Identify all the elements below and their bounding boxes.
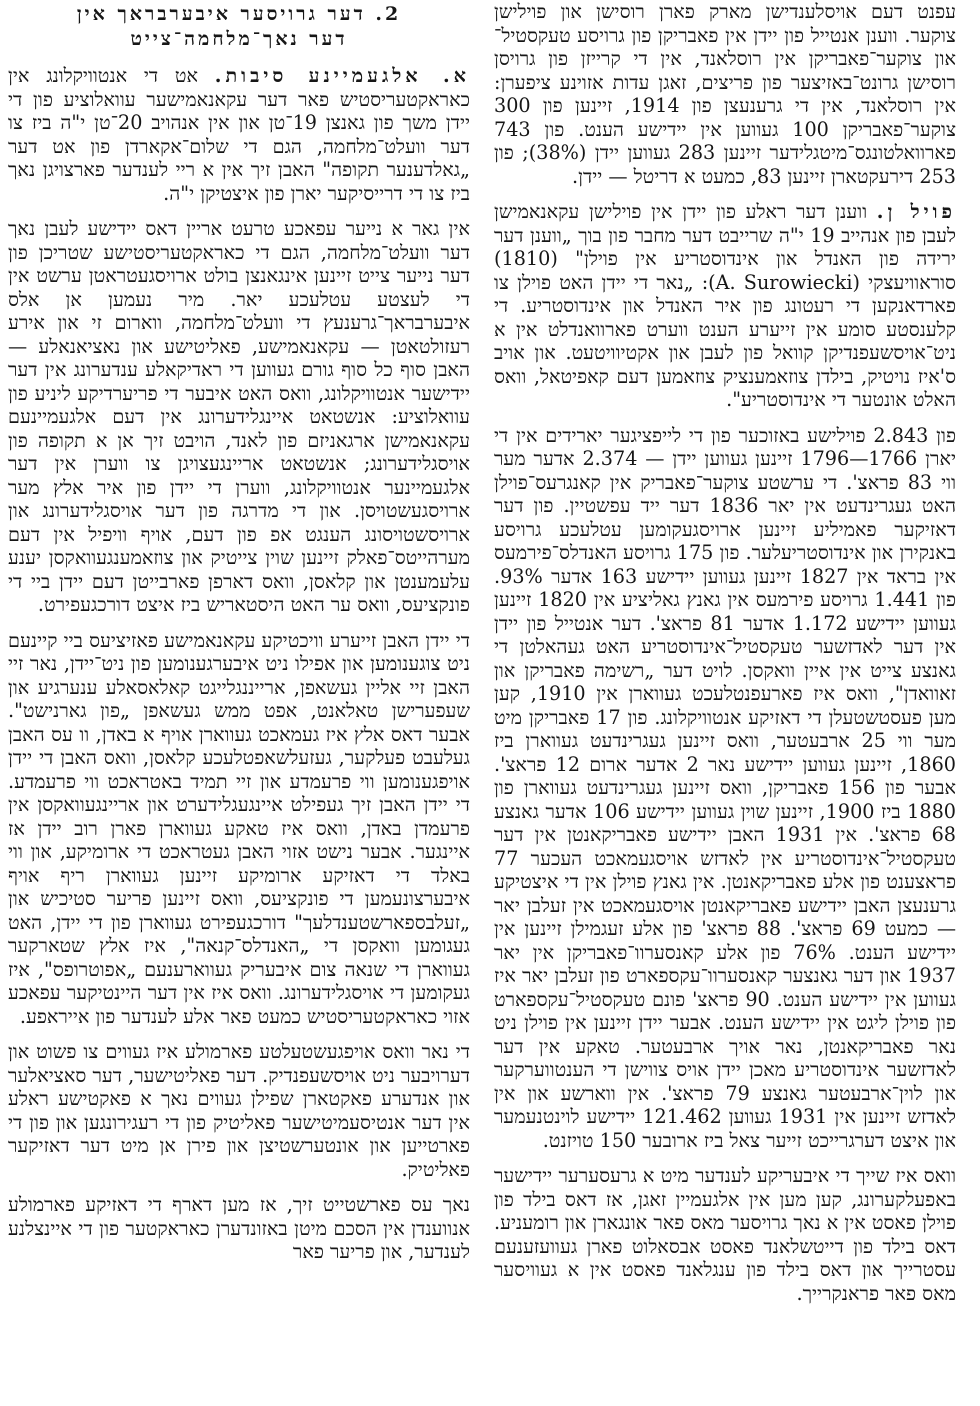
section-heading [8,2,470,52]
right-column [494,0,956,1406]
paragraph-poland-statistics: פון 2.843 פוילישע באזוכער פון די לייפציגער יארידים אין די יארן 1766—1796 זיינען געווען יידן — 2.374 אדער מער ווי 83 פראצ'. די ערשטע צוקער־פאבריק אין קאנגרעס־פוילן האט געגרינדעט אין יאר 1836 דער ייד עפשטיין. פון דער דאזיקער פאמיליע זיינען ארויסגעקומען עטלעכע גרויסע באנקירן און אינדוסטריעלער. פון 175 גרויסע האנדלס־פירמעס אין בראד אין 1827 זיינען געווען יידישע 163 אדער 93%. פון 1.441 גרויסע פירמעס אין גאנץ גאליציע אין 1820 זיינען געווען יידישע 1.172 אדער 81 פראצ'. דער אנטייל פון יידן אין דער לאדזשער טעקסטיל־אינדוסטריע האט געהאלטן די גאנצע צייט אין איין וואקסן. לויט דער „רשימה פאבריקן און זאוואדן", וואס איז פארעפנטלעכט געווארן אין 1910, קען מען פעסטשטעלן די דאזיקע אנטוויקלונג. פון 17 פאבריקן מיט מער ווי 25 ארבעטער, וואס זיינען געגרינדעט געווארן ביז 1860, זיינען געווען יידישע נאר 2 אדער ארום 12 פראצ'. אבער פון 156 פאבריקן, וואס זיינען געגרינדעט געווארן פון 1880 ביז 1900, זיינען שוין געווען יידישע 106 אדער גאנצע 68 פראצ'. אין 1931 האבן יידישע פאבריקאנטן אין דער טעקסטיל־אינדוסטריע אין לאדזש אויסגעמאכט העכער 77 פראצענט פון אלע פאבריקאנטן. אין גאנץ פוילן אין די איצטיקע גרענעצן האבן יידישע פאבריקאנטן אויסגעמאכט אין זעלבן יאר — כמעט 69 פראצ'. 88 פראצ' פון אלע זעגמילן זיינען אין יידישע הענט. 76% פון אלע קאנסערוו־פאבריקן אין יאר 1937 און דער גאנצער קאנסערוו־עקספארט פון זעלבן יאר איז געווען אין יידישע הענט. 90 פראצ' פונם טעקסטיל־עקספארט פון פוילן ליגט אין יידישע הענט. אבער יידן זיינען אין פוילן ניט נאר פאבריקאנטן, נאר אויך ארבעטער. טאקע אין דער לאדזשער אינדוסטריע מאכן יידן אויס צווישן די הענטווערקער און לוין־ארבעטער גאנצע 79 פראצ'. אין ווארשע און אין לאדזש זיינען אין 1931 געווען 121.462 יידישע לוינטנעמער און איצט דערגרייכט זייער צאל ביז ארובער 150 טויזנט. [494,423,956,1152]
paragraph-formula-application: נאך עס פארשטייט זיך, אז מען דארף די דאזיקע פארמולע אנווענדן אין הסכם מיטן באזונדערן כאראקטער פון די איינצלנע לענדער, און פריער פאר [8,1193,470,1263]
left-column [8,0,470,1406]
paragraph-russia-sugar: עפנט דעם אויסלענדישן מארק פארן רוסישן און פוילישן צוקער. ווענן אנטייל פון יידן אין פאבריקן פון גרויסע טעקסטיל־ און צוקער־פאבריקן אין רוסלאנד, אין די קרייזן פון גרויסן רוסישן גרונט־באזיצער פון פריצים, זאגן עדות אזוינע ציפערן: אין רוסלאנד, אין די גרענעצן פון 1914, זיינען פון 300 צוקער־פאבריקן 100 געווען אין יידישע הענט. פון 743 פארוואלטונגס־מיטגלידער זיינען 283 געווען יידן (38%); פון 253 דירעקטארן זיינען 83, כמעט א דריטל — יידן. [494,0,956,188]
paragraph-formula: די נאר וואס אויפגעשטעלטע פארמולע איז געווים צו פשוט און דערויבער ניט אויסשעפנדיק. דער פאליטישער, דער סאציאלער און אנדערע פאקטארן שפילן געווים נאך א פאקטישע ראלע אין דער אנטיסעמיטישער פאליטיק פון די רעגירונגען און פון די פארטייען און אונטערשטיצן און פירן אן מיט דער דאזיקער פאליטיק. [8,1040,470,1181]
paragraph-new-epoch: אין גאר א נייער עפאכע טרעט אריין דאס יידישע לעבן נאך דער וועלט־מלחמה, הגם די כאראקטעריסטישע שטריכן פון דער נייער צייט זיינען אינגאנצן בולט ארויסגעטראטן ערשט אין די לעצטע עטלעכע יאר. מיר נעמען אן אלס איבערבראך־גרענעץ די וועלט־מלחמה, ווארום זי און אירע רעזולטאטן — עקאנאמישע, פאליטישע און נאציאנאלע — האבן סוף כל סוף גורם געווען די ראדיקאלע ענדערונג אין דער יידישער אנטוויקלונג, וואס האט איבער די פריערדיקע ליניע פון עוואלוציע: אנשטאט איינגלידערונג אין דעם אלגעמיינעם עקאנאמישן ארגאניזם פון לאנד, הויבט זיך אן א תקופה פון אויסגלידערונג; אנשטאט אריינגעצויגן צו ווערן אין דער אלגעמיינער אנטוויקלונג, ווערן די יידן פון איר אלץ מער ארויסגעשטויסן. און די מדרגה פון דער אויסגלידערונג און ארויסשטויסונג הענגט אפ פון דעם, אויף וויפיל אין דעם מערהייטס־פאלק זיינען שוין צייטיק און צוזאמענגעוואקסן יענע עלעמענטן און קלאסן, וואס דארפן פארבייטן דעם יידן ביי די פונקציעס, וואס ער האט היסטאריש ביז איצט דורכגעפירט. [8,217,470,616]
section-heading-line-2: דער נאך־מלחמה־צייט [130,28,348,50]
subheading-poland: פויל ן. [876,200,956,223]
paragraph-other-countries: וואס איז שייך די איבעריקע לענדער מיט א גרעסערער יידישער באפעלקערונג, קען מען אין אלגעמיין זאגן, אז דאס בילד פון פוילן פאסט אין א נאך גרויסער מאס פאר אונגארן און רומעניע. דאס בילד פון דייטשלאנד פאסט אבסאלוט פארן געוועזענעם עסטרייך און דאס בילד פון ענגלאנד פאסט אין א געוויסער מאס פאר פראנקרייך. [494,1164,956,1305]
paragraph-general-causes-text: אט די אנטוויקלונג אין כאראקטעריסטיש פאר דער עקאנאמישער עוואלוציע פון די יידן משך פון גאנצן 19־טן און אין אנהויב 20־טן י"ה ביז צו דער וועלט־מלחמה, הגם די שלום־אקארדן פון אט דער „גאלדענער תקופה" האבן זיך אין א ריי לענדער פארצויגן נאך ביז צו די דרייסיקער יארן פון איצטיקן י"ה. [8,64,470,205]
paragraph-general-causes [8,64,470,205]
section-heading-line-1: 2. דער גרויסער איבערבראך אין [76,3,402,25]
paragraph-economic-positions: די יידן האבן זייערע וויכטיקע עקאנאמישע פאזיציעס ביי קיינעם ניט צוגענומען און אפילו ניט איבערגענומען פון ניט־יידן, נאר זיי האבן זיי אליין געשאפן, ארייננגלייגט קאלאסאלע ענערגיע און שעפערישן טאלאנט, אפט ממש געשאפן „פון גארנישט". אבער דאס אלץ איז געמאכט געווארן אויף א באדן, וו עס האבן געלעבט פעלקער, געזעלשאפטלעכע קלאסן, וואס האבן די יידן אויפגענומען ווי פרעמדע און זיי תמיד באטראכט ווי פרעמדע. די יידן האבן זיך געפילט איינגעגלידערט און אריינגעוואקסן אין פרעמדן באדן, וואס איז טאקע געווארן פארן רוב יידן אז איינגער. אבער נישט אזוי האבן געטראכט די ארומיקע, און ווי באלד די דאזיקע ארומיקע זיינען געווארן ריף אויף איבערצונעמען די פונקציעס, וואס זיינען פריער סטיכיש און „זעלבספארשטענדלעך" דורכגעפירט געווארן פון די יידן, האט געגומען וואקסן די „האנדלס־קנאה", איז אלץ שטארקער געווארן די שנאה צום איבעריק געווארענעם „אפוטרופס", איז געקומען די אויסגלידערונג. וואס איז אין דער היינטיקער עפאכע אזוי כאראקטעריסטיש כמעט פאר אלע לענדער פון אייראפע. [8,628,470,1028]
paragraph-poland-text: ווענן דער ראלע פון יידן אין פוילישן עקאנאמישן לעבן פון אנהייב 19 י"ה שרייבט דער מחבר פון בוך „ווענן דער ירידה פון האנדל און אינדוסטריע אין פוילן" (1810) סוראוויעצקי (A. Surowiecki): „נאר די יידן האט פוילן צו פארדאנקען די רעטונג פון איר האנדל און אינדוסטריע. די קלענסטע סומע אין זייערע הענט ווערט פארוואנדלט אין א ניט־אויסשעפנדיקן קוואל פון לעבן און אקטיוויטעט. און אויב ס'איז נויטיק, בילדן צוזאמענציק צוזאמען דעם קאפיטאל, וואס האלט אונטער די אינדוסטריע". [494,200,956,411]
paragraph-poland [494,200,956,412]
subheading-general-causes: א. אלגעמיינע סיבות. [214,64,470,87]
